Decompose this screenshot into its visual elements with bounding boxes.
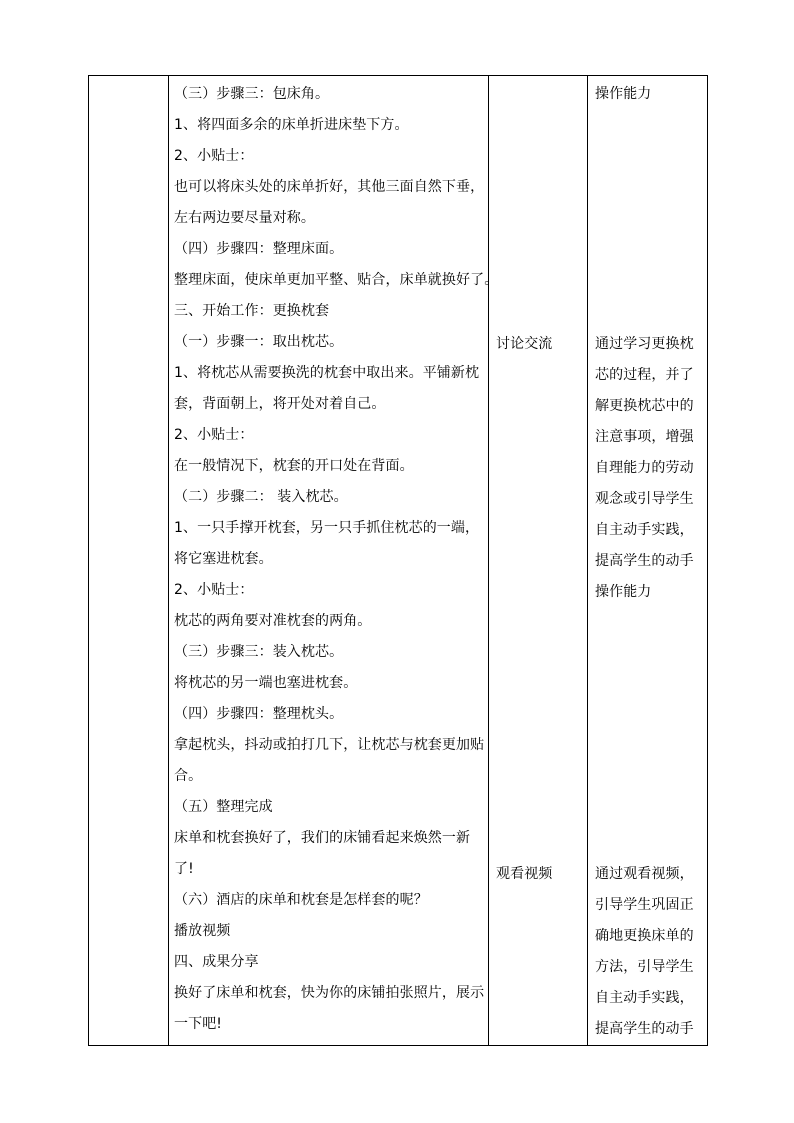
- content-line: （五）整理完成: [174, 799, 273, 815]
- activity-watch-video: 观看视频: [496, 866, 553, 882]
- activity-discussion: 讨论交流: [496, 336, 553, 352]
- table-row: [89, 76, 708, 1046]
- intent-line: 方法，引导学生: [595, 959, 694, 975]
- content-line: 1、将枕芯从需要换洗的枕套中取出来。平铺新枕: [174, 365, 480, 381]
- content-line: （四）步骤四：整理枕头。: [174, 706, 344, 722]
- intent-line: 操作能力: [595, 584, 652, 600]
- content-line: 三、开始工作：更换枕套: [174, 303, 330, 319]
- content-line: （四）步骤四：整理床面。: [174, 241, 344, 257]
- content-line: 换好了床单和枕套，快为你的床铺拍张照片，展示: [174, 985, 485, 1001]
- content-line: （三）步骤三：装入枕芯。: [174, 644, 344, 660]
- intent-line: 通过学习更换枕: [595, 336, 694, 352]
- content-line: 播放视频: [174, 923, 231, 939]
- intent-line: 观念或引导学生: [595, 491, 694, 507]
- content-line: 整理床面，使床单更加平整、贴合，床单就换好了。: [174, 272, 499, 288]
- intent-line: 提高学生的动手: [595, 553, 694, 569]
- content-line: 2、小贴士：: [174, 582, 254, 598]
- intent-line: 注意事项，增强: [595, 429, 694, 445]
- content-line: 1、将四面多余的床单折进床垫下方。: [174, 117, 409, 133]
- intent-line: 芯的过程，并了: [595, 367, 694, 383]
- student-activity-cell: [489, 76, 588, 1046]
- intent-line: 自主动手实践，: [595, 522, 694, 538]
- content-line: 在一般情况下，枕套的开口处在背面。: [174, 458, 414, 474]
- intent-line: 操作能力: [595, 86, 652, 102]
- content-line: 2、小贴士：: [174, 148, 254, 164]
- content-line: （六）酒店的床单和枕套是怎样套的呢？: [174, 892, 428, 908]
- content-line: 将它塞进枕套。: [174, 551, 273, 567]
- blank-column-cell: [89, 76, 169, 1046]
- content-line: （三）步骤三：包床角。: [174, 86, 330, 102]
- content-line: 拿起枕头，抖动或拍打几下，让枕芯与枕套更加贴: [174, 737, 485, 753]
- content-line: 枕芯的两角要对准枕套的两角。: [174, 613, 372, 629]
- content-line: 2、小贴士：: [174, 427, 254, 443]
- lesson-plan-table: [88, 75, 708, 1046]
- content-line: 1、一只手撑开枕套，另一只手抓住枕芯的一端，: [174, 520, 480, 536]
- intent-line: 引导学生巩固正: [595, 897, 694, 913]
- content-line: 将枕芯的另一端也塞进枕套。: [174, 675, 358, 691]
- teaching-content-cell: [169, 76, 499, 1046]
- content-line: 套，背面朝上，将开处对着自己。: [174, 396, 386, 412]
- intent-line: 通过观看视频，: [595, 866, 694, 882]
- content-line: （一）步骤一：取出枕芯。: [174, 334, 344, 350]
- intent-line: 解更换枕芯中的: [595, 398, 694, 414]
- intent-line: 自理能力的劳动: [595, 460, 694, 476]
- design-intent-cell: [588, 76, 708, 1046]
- intent-line: 自主动手实践，: [595, 990, 694, 1006]
- content-line: 床单和枕套换好了，我们的床铺看起来焕然一新: [174, 830, 471, 846]
- content-line: 一下吧!: [174, 1016, 223, 1032]
- intent-line: 提高学生的动手: [595, 1021, 694, 1037]
- content-line: 合。: [174, 768, 203, 784]
- content-line: （二）步骤二： 装入枕芯。: [174, 489, 348, 505]
- content-line: 了!: [174, 861, 194, 877]
- content-line: 也可以将床头处的床单折好，其他三面自然下垂，: [174, 179, 485, 195]
- intent-line: 确地更换床单的: [595, 928, 694, 944]
- content-line: 左右两边要尽量对称。: [174, 210, 315, 226]
- content-line: 四、成果分享: [174, 954, 259, 970]
